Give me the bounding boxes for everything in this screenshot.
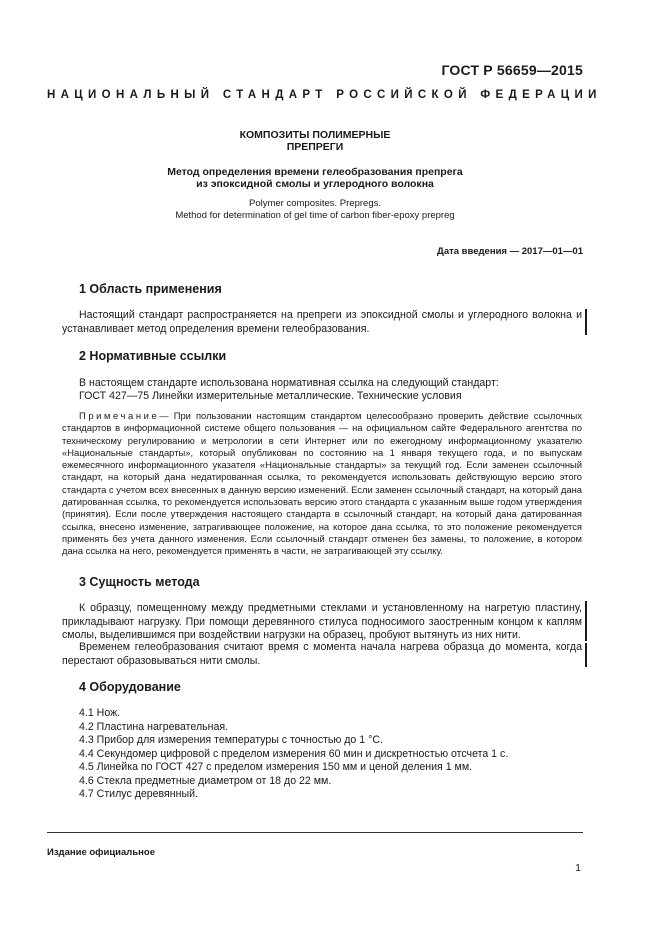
section2-note bbox=[62, 410, 582, 558]
section2-heading: 2 Нормативные ссылки bbox=[79, 349, 227, 363]
section3-paragraph1 bbox=[62, 602, 582, 643]
section2-line2: ГОСТ 427—75 Линейки измерительные металлические. Технические условия bbox=[79, 390, 462, 402]
section3-text1: К образцу, помещенному между предметными стеклами и установленному на нагретую пластину, прикладывают нагрузку. При помощи деревянного стилуса подносимого заостренным концом к каплям смолы, выделившимся при воздействии нагрузки на образец, пробуют вытянуть из них нити. bbox=[62, 602, 582, 641]
section1-heading: 1 Область применения bbox=[79, 282, 222, 296]
change-bar bbox=[585, 309, 587, 335]
intro-date: Дата введения — 2017—01—01 bbox=[437, 246, 583, 257]
list-item: 4.2 Пластина нагревательная. bbox=[79, 720, 229, 733]
equipment-list bbox=[79, 707, 508, 802]
list-item: 4.4 Секундомер цифровой с пределом измерения 60 мин и дискретностью отсчета 1 с. bbox=[79, 747, 509, 760]
note-label: Примечание bbox=[79, 410, 160, 421]
title-en-line2: Method for determination of gel time of carbon fiber-epoxy prepreg bbox=[175, 210, 455, 221]
list-item: 4.6 Стекла предметные диаметром от 18 до 22 мм. bbox=[79, 774, 332, 787]
edition-label: Издание официальное bbox=[47, 847, 155, 858]
title-method-line2: из эпоксидной смолы и углеродного волокна bbox=[196, 178, 434, 190]
section2-ref-item bbox=[62, 390, 582, 404]
list-item: 4.5 Линейка по ГОСТ 427 с пределом измерения 150 мм и ценой деления 1 мм. bbox=[79, 761, 473, 773]
section1-text: Настоящий стандарт распространяется на препреги из эпоксидной смолы и углеродного волокна и устанавливает метод определения времени гелеобразования. bbox=[62, 309, 582, 335]
note-text: — При пользовании настоящим стандартом целесообразно проверить действие ссылочных стандартов в информационной системе общего пользования — на официальном сайте Федерального агентства по техническому регулированию и метрологии в сети Интернет или по ежегодному информационному указателю «Национальные стандарты», который опубликован по состоянию на 1 января текущего года, и по выпускам ежемесячного информационного указателя «Национальные стандарты» за текущий год. Если заменен ссылочный стандарт, на который дана недатированная ссылка, то рекомендуется использовать действующую версию этого стандарта с учетом всех внесенных в данную версию изменений. Если заменен ссылочный стандарт, на который дана датированная ссылка, то рекомендуется использовать версию этого стандарта с указанным выше годом утверждения (принятия). Если после утверждения настоящего стандарта в ссылочный стандарт, на который дана датированная ссылка, внесено изменение, затрагивающее положение, на которое дана ссылка, то это положение рекомендуется применять без учета данного изменения. Если ссылочный стандарт отменен без замены, то положение, в котором дана ссылка на него, рекомендуется применять в части, не затрагивающей эту ссылку. bbox=[62, 410, 582, 557]
section2-line1: В настоящем стандарте использована нормативная ссылка на следующий стандарт: bbox=[79, 377, 499, 389]
gost-number: ГОСТ Р 56659—2015 bbox=[441, 62, 583, 78]
list-item: 4.1 Нож. bbox=[79, 707, 121, 719]
change-bar bbox=[585, 643, 587, 667]
section3-paragraph2 bbox=[62, 641, 582, 668]
section4-heading: 4 Оборудование bbox=[79, 680, 181, 694]
section2-ref-intro bbox=[62, 377, 582, 391]
title-method bbox=[47, 166, 583, 190]
page-number: 1 bbox=[575, 862, 581, 874]
list-item: 4.3 Прибор для измерения температуры с точностью до 1 °С. bbox=[79, 734, 383, 746]
section1-paragraph bbox=[62, 309, 582, 336]
title-en-line1: Polymer composites. Prepregs. bbox=[249, 198, 381, 209]
list-item: 4.7 Стилус деревянный. bbox=[79, 788, 198, 800]
title-ru bbox=[47, 129, 583, 153]
title-ru-line2: ПРЕПРЕГИ bbox=[286, 141, 344, 153]
change-bar bbox=[585, 601, 587, 641]
section3-text2: Временем гелеобразования считают время с момента начала нагрева образца до момента, когда перестают образовываться нити смолы. bbox=[62, 641, 582, 667]
section3-heading: 3 Сущность метода bbox=[79, 575, 200, 589]
title-method-line1: Метод определения времени гелеобразования препрега bbox=[167, 166, 463, 178]
footer-divider bbox=[47, 832, 583, 833]
title-en bbox=[47, 198, 583, 222]
national-standard-heading: НАЦИОНАЛЬНЫЙ СТАНДАРТ РОССИЙСКОЙ ФЕДЕРАЦИИ bbox=[47, 89, 602, 101]
title-ru-line1: КОМПОЗИТЫ ПОЛИМЕРНЫЕ bbox=[239, 129, 391, 141]
